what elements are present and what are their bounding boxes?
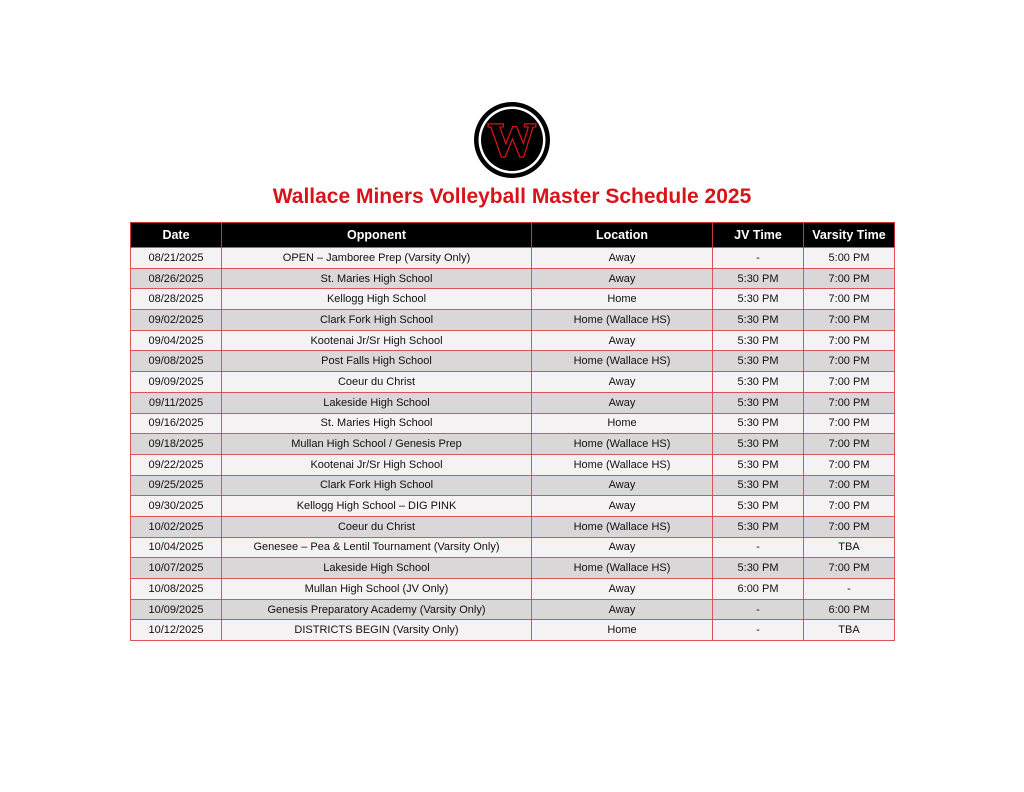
cell-varsity-time: 5:00 PM bbox=[804, 248, 895, 269]
cell-jv-time: 5:30 PM bbox=[713, 434, 804, 455]
cell-date: 10/04/2025 bbox=[131, 537, 222, 558]
cell-opponent: Lakeside High School bbox=[222, 392, 532, 413]
cell-date: 09/18/2025 bbox=[131, 434, 222, 455]
table-row bbox=[131, 558, 895, 579]
cell-location: Home bbox=[532, 289, 713, 310]
cell-opponent: St. Maries High School bbox=[222, 413, 532, 434]
cell-date: 08/21/2025 bbox=[131, 248, 222, 269]
page-title: Wallace Miners Volleyball Master Schedule 2025 bbox=[272, 185, 752, 208]
table-row bbox=[131, 268, 895, 289]
cell-location: Away bbox=[532, 599, 713, 620]
cell-jv-time: 5:30 PM bbox=[713, 454, 804, 475]
cell-jv-time: 5:30 PM bbox=[713, 413, 804, 434]
cell-opponent: Coeur du Christ bbox=[222, 372, 532, 393]
cell-opponent: DISTRICTS BEGIN (Varsity Only) bbox=[222, 620, 532, 641]
cell-opponent: Kootenai Jr/Sr High School bbox=[222, 330, 532, 351]
cell-opponent: Genesis Preparatory Academy (Varsity Only) bbox=[222, 599, 532, 620]
cell-date: 09/22/2025 bbox=[131, 454, 222, 475]
cell-varsity-time: 6:00 PM bbox=[804, 599, 895, 620]
cell-opponent: Genesee – Pea & Lentil Tournament (Varsity Only) bbox=[222, 537, 532, 558]
cell-date: 10/09/2025 bbox=[131, 599, 222, 620]
cell-opponent: Kellogg High School bbox=[222, 289, 532, 310]
cell-location: Home (Wallace HS) bbox=[532, 310, 713, 331]
cell-jv-time: - bbox=[713, 537, 804, 558]
cell-location: Home bbox=[532, 413, 713, 434]
cell-date: 10/07/2025 bbox=[131, 558, 222, 579]
cell-jv-time: 5:30 PM bbox=[713, 310, 804, 331]
cell-date: 09/30/2025 bbox=[131, 496, 222, 517]
cell-date: 09/11/2025 bbox=[131, 392, 222, 413]
cell-date: 09/02/2025 bbox=[131, 310, 222, 331]
header-date: Date bbox=[131, 223, 222, 248]
table-row bbox=[131, 392, 895, 413]
cell-opponent: Post Falls High School bbox=[222, 351, 532, 372]
cell-location: Away bbox=[532, 392, 713, 413]
cell-jv-time: 5:30 PM bbox=[713, 289, 804, 310]
table-row bbox=[131, 579, 895, 600]
table-row bbox=[131, 413, 895, 434]
cell-location: Home (Wallace HS) bbox=[532, 516, 713, 537]
header-jv-time: JV Time bbox=[713, 223, 804, 248]
table-row bbox=[131, 516, 895, 537]
cell-jv-time: 5:30 PM bbox=[713, 330, 804, 351]
svg-text:W: W bbox=[488, 114, 536, 167]
wallace-w-logo bbox=[473, 101, 551, 179]
cell-opponent: Clark Fork High School bbox=[222, 475, 532, 496]
cell-location: Home (Wallace HS) bbox=[532, 558, 713, 579]
cell-jv-time: 5:30 PM bbox=[713, 268, 804, 289]
table-row bbox=[131, 620, 895, 641]
cell-varsity-time: 7:00 PM bbox=[804, 330, 895, 351]
cell-location: Home (Wallace HS) bbox=[532, 454, 713, 475]
cell-location: Away bbox=[532, 496, 713, 517]
cell-opponent: OPEN – Jamboree Prep (Varsity Only) bbox=[222, 248, 532, 269]
cell-jv-time: 5:30 PM bbox=[713, 392, 804, 413]
table-row bbox=[131, 351, 895, 372]
header-opponent: Opponent bbox=[222, 223, 532, 248]
cell-varsity-time: 7:00 PM bbox=[804, 289, 895, 310]
cell-date: 09/08/2025 bbox=[131, 351, 222, 372]
cell-jv-time: 5:30 PM bbox=[713, 351, 804, 372]
cell-varsity-time: TBA bbox=[804, 537, 895, 558]
header-varsity-time: Varsity Time bbox=[804, 223, 895, 248]
cell-varsity-time: 7:00 PM bbox=[804, 496, 895, 517]
table-row bbox=[131, 475, 895, 496]
cell-varsity-time: 7:00 PM bbox=[804, 392, 895, 413]
cell-opponent: Lakeside High School bbox=[222, 558, 532, 579]
cell-location: Away bbox=[532, 537, 713, 558]
table-row bbox=[131, 248, 895, 269]
cell-varsity-time: 7:00 PM bbox=[804, 434, 895, 455]
cell-varsity-time: TBA bbox=[804, 620, 895, 641]
cell-date: 10/08/2025 bbox=[131, 579, 222, 600]
table-row bbox=[131, 330, 895, 351]
cell-varsity-time: 7:00 PM bbox=[804, 310, 895, 331]
cell-location: Home (Wallace HS) bbox=[532, 351, 713, 372]
cell-location: Away bbox=[532, 248, 713, 269]
cell-jv-time: - bbox=[713, 599, 804, 620]
table-row bbox=[131, 496, 895, 517]
cell-jv-time: 5:30 PM bbox=[713, 558, 804, 579]
cell-opponent: Mullan High School / Genesis Prep bbox=[222, 434, 532, 455]
cell-location: Away bbox=[532, 579, 713, 600]
header-location: Location bbox=[532, 223, 713, 248]
cell-location: Away bbox=[532, 330, 713, 351]
table-row bbox=[131, 434, 895, 455]
table-row bbox=[131, 454, 895, 475]
cell-opponent: Coeur du Christ bbox=[222, 516, 532, 537]
cell-date: 09/04/2025 bbox=[131, 330, 222, 351]
cell-location: Home bbox=[532, 620, 713, 641]
table-row bbox=[131, 310, 895, 331]
cell-varsity-time: 7:00 PM bbox=[804, 268, 895, 289]
table-header-row bbox=[131, 223, 895, 248]
cell-opponent: Clark Fork High School bbox=[222, 310, 532, 331]
cell-varsity-time: 7:00 PM bbox=[804, 372, 895, 393]
cell-location: Away bbox=[532, 268, 713, 289]
cell-jv-time: 5:30 PM bbox=[713, 372, 804, 393]
cell-date: 10/12/2025 bbox=[131, 620, 222, 641]
cell-jv-time: - bbox=[713, 248, 804, 269]
cell-location: Away bbox=[532, 475, 713, 496]
cell-opponent: Kellogg High School – DIG PINK bbox=[222, 496, 532, 517]
table-row bbox=[131, 289, 895, 310]
cell-varsity-time: 7:00 PM bbox=[804, 558, 895, 579]
cell-jv-time: 6:00 PM bbox=[713, 579, 804, 600]
table-row bbox=[131, 599, 895, 620]
table-row bbox=[131, 372, 895, 393]
cell-opponent: St. Maries High School bbox=[222, 268, 532, 289]
cell-location: Away bbox=[532, 372, 713, 393]
cell-opponent: Mullan High School (JV Only) bbox=[222, 579, 532, 600]
cell-date: 08/26/2025 bbox=[131, 268, 222, 289]
cell-date: 09/16/2025 bbox=[131, 413, 222, 434]
cell-varsity-time: 7:00 PM bbox=[804, 454, 895, 475]
cell-jv-time: - bbox=[713, 620, 804, 641]
cell-varsity-time: - bbox=[804, 579, 895, 600]
schedule-table bbox=[130, 222, 895, 641]
table-row bbox=[131, 537, 895, 558]
cell-varsity-time: 7:00 PM bbox=[804, 413, 895, 434]
cell-jv-time: 5:30 PM bbox=[713, 475, 804, 496]
cell-location: Home (Wallace HS) bbox=[532, 434, 713, 455]
cell-date: 09/25/2025 bbox=[131, 475, 222, 496]
cell-jv-time: 5:30 PM bbox=[713, 496, 804, 517]
cell-varsity-time: 7:00 PM bbox=[804, 475, 895, 496]
cell-varsity-time: 7:00 PM bbox=[804, 516, 895, 537]
cell-date: 08/28/2025 bbox=[131, 289, 222, 310]
cell-opponent: Kootenai Jr/Sr High School bbox=[222, 454, 532, 475]
cell-date: 10/02/2025 bbox=[131, 516, 222, 537]
cell-jv-time: 5:30 PM bbox=[713, 516, 804, 537]
cell-varsity-time: 7:00 PM bbox=[804, 351, 895, 372]
cell-date: 09/09/2025 bbox=[131, 372, 222, 393]
